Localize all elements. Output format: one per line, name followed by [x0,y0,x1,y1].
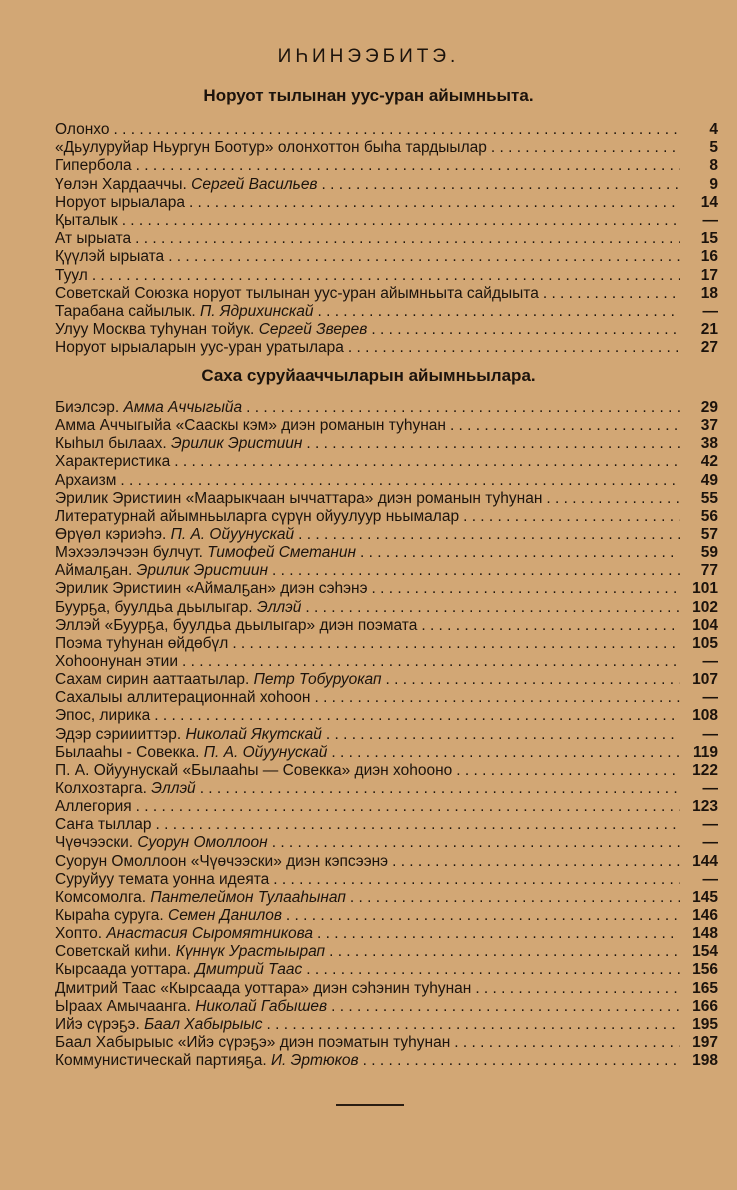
toc-entry-title [55,599,305,617]
toc-entry-author: Эллэй [256,598,302,616]
toc-entry-author: Эрилик Эристиин [136,562,269,580]
dot-leader [326,726,680,744]
toc-entry-page: — [702,779,718,797]
toc-entry [55,1034,718,1052]
toc-entry-title [55,267,92,285]
toc-folk-list [55,121,718,357]
toc-entry [55,230,718,248]
toc-entry [55,980,718,998]
toc-entry [55,121,718,139]
toc-entry [55,617,718,635]
toc-entry-page: 17 [700,266,718,284]
toc-entry-page: 108 [692,707,718,725]
toc-entry-text: «Дьулуруйар Ньургун Боотур» олонхоттон быһа тардыылар [55,139,487,157]
toc-entry-author: И. Эртюков [270,1052,359,1070]
dot-leader [543,285,680,303]
dot-leader [331,998,680,1016]
toc-entry-title [55,744,331,762]
toc-entry [55,303,718,321]
toc-entry-text: Комсомолга. [55,888,147,906]
dot-leader [122,212,680,230]
dot-leader [232,635,680,653]
toc-entry-title [55,321,371,339]
toc-entry [55,961,718,979]
dot-leader [463,508,680,526]
toc-entry-text: Қыталык [55,211,118,229]
toc-entry-author: Николай Габышев [195,997,328,1015]
toc-entry-title [55,139,491,157]
toc-entry [55,321,718,339]
toc-entry-text: Коммунистическай партияҕа. [55,1052,267,1070]
toc-entry-title [55,871,273,889]
toc-entry-page: 29 [700,399,718,416]
toc-entry-title [55,943,329,961]
toc-entry-author: Амма Аччыгыйа [123,399,243,416]
toc-entry-page: — [702,652,718,670]
toc-entry-text: Тарабана сайылык. [55,302,196,320]
dot-leader [120,472,680,490]
toc-entry-page: 105 [692,634,718,652]
toc-entry [55,1016,718,1034]
toc-entry-page: 104 [692,616,718,634]
toc-entry-text: Советскай киһи. [55,943,172,961]
toc-entry-title [55,1034,454,1052]
toc-entry-page: 198 [692,1052,718,1070]
toc-entry-title [55,798,136,816]
toc-entry-title [55,435,306,453]
toc-entry-page: 49 [700,471,718,489]
dot-leader [306,961,680,979]
toc-writers-list [55,399,718,1070]
dot-leader [360,544,680,562]
toc-entry-title [55,998,331,1016]
toc-entry-text: Олонхо [55,121,110,138]
toc-entry-text: Дмитрий Таас «Кырсаада уоттара» диэн сэһэнин туһунан [55,979,472,997]
toc-entry-page: 148 [692,925,718,943]
toc-entry-title [55,762,456,780]
toc-entry-text: Эрилик Эристиин «Маарыкчаан ыччаттара» диэн романын туһунан [55,489,543,507]
toc-entry-page: — [702,211,718,229]
toc-entry [55,417,718,435]
toc-entry-text: Кыһыл былаах. [55,435,167,453]
dot-leader [306,435,680,453]
toc-entry-page: 102 [692,598,718,616]
dot-leader [135,230,680,248]
toc-entry-page: 146 [692,906,718,924]
dot-leader [174,453,680,471]
toc-entry-page: 9 [709,175,718,193]
toc-entry-page: 197 [692,1033,718,1051]
toc-entry-author: П. Ядрихинскай [200,302,314,320]
toc-entry-title [55,417,450,435]
toc-entry-title [55,617,421,635]
toc-entry-page: 16 [700,248,718,266]
toc-entry-text: Норуот ырыалара [55,193,185,211]
toc-entry-page: 15 [700,230,718,248]
toc-entry-title [55,562,272,580]
toc-entry-title [55,248,168,266]
toc-entry-page: 119 [692,743,718,761]
toc-entry-title [55,399,246,417]
dot-leader [92,267,680,285]
toc-entry-title [55,635,232,653]
toc-entry-text: Чүөчээски. [55,834,134,852]
toc-entry-text: Қүүлэй ырыата [55,248,165,266]
dot-leader [386,671,681,689]
toc-entry-title [55,212,122,230]
toc-entry-page: — [702,870,718,888]
dot-leader [363,1052,680,1070]
toc-entry-text: Үөлэн Хардааччы. [55,175,187,193]
toc-entry [55,635,718,653]
toc-entry-text: Поэма туһунан өйдөбүл [55,634,229,652]
toc-entry-title [55,853,392,871]
toc-entry-text: Эдэр сэриииттэр. [55,725,182,743]
toc-entry-title [55,230,135,248]
toc-entry-text: П. А. Ойуунускай «Былааһы — Совекка» диэн хоһооно [55,761,453,779]
toc-entry-title [55,889,350,907]
toc-entry-title [55,1052,363,1070]
toc-entry-author: Сергей Зверев [258,321,368,339]
toc-entry-author: Сергей Васильев [191,175,318,193]
toc-entry [55,798,718,816]
toc-entry [55,194,718,212]
dot-leader [267,1016,680,1034]
toc-entry-page: 101 [692,580,718,598]
toc-entry-author: Дмитрий Таас [195,961,303,979]
dot-leader [546,490,680,508]
toc-entry-author: Эрилик Эристиин [170,435,303,453]
toc-entry-title [55,526,298,544]
toc-entry-title [55,816,156,834]
toc-entry-text: Аймалҕан. [55,562,133,580]
dot-leader [113,121,680,139]
toc-entry-page: 77 [700,562,718,580]
toc-entry-text: Буурҕа, буулдьа дьылыгар. [55,598,253,616]
toc-entry-text: Кырсаада уоттара. [55,961,191,979]
toc-entry-text: Суорун Омоллоон «Чүөчээски» диэн кэпсээнэ [55,852,389,870]
toc-entry-page: 38 [700,435,718,453]
toc-entry-page: 195 [692,1015,718,1033]
toc-entry-title [55,726,326,744]
toc-entry-text: Баал Хабырыыс «Ийэ сүрэҕэ» диэн поэматын туһунан [55,1033,451,1051]
dot-leader [136,798,680,816]
toc-entry-author: Күннүк Урастыырап [175,943,326,961]
page-title: ИҺИНЭЭБИТЭ. [277,46,460,67]
toc-entry-text: Саҥа тыллар [55,816,152,834]
toc-entry-text: Ыраах Амычаанга. [55,997,191,1015]
toc-entry-text: Былааһы - Совекка. [55,743,200,761]
dot-leader [156,816,680,834]
dot-leader [168,248,680,266]
toc-entry-page: 37 [700,417,718,435]
dot-leader [154,707,680,725]
section-heading-folk: Норуот тылынан уус-уран айымньыта. [203,86,534,105]
toc-entry-page: — [702,302,718,320]
toc-entry [55,139,718,157]
dot-leader [456,762,680,780]
toc-entry-page: 107 [692,671,718,689]
toc-entry [55,339,718,357]
toc-entry-page: 42 [700,453,718,471]
toc-entry-page: — [702,816,718,834]
toc-entry-text: Өрүөл кэриэһэ. [55,525,167,543]
toc-entry-text: Ийэ сүрэҕэ. [55,1015,140,1033]
toc-entry-author: Николай Якутскай [185,725,322,743]
toc-entry-text: Норуот ырыаларын уус-уран уратылара [55,339,344,357]
toc-entry [55,671,718,689]
dot-leader [371,321,680,339]
toc-entry [55,157,718,175]
dot-leader [421,617,680,635]
toc-entry-author: Суорун Омоллоон [137,834,268,852]
toc-entry [55,762,718,780]
toc-entry-page: 165 [692,979,718,997]
toc-entry [55,816,718,834]
toc-entry [55,653,718,671]
toc-entry [55,853,718,871]
dot-leader [246,399,680,417]
toc-entry-title [55,907,286,925]
toc-entry-text: Улуу Москва туһунан тойук. [55,321,255,339]
dot-leader [475,980,680,998]
toc-entry [55,212,718,230]
toc-entry [55,472,718,490]
toc-entry-page: 145 [692,888,718,906]
toc-entry-text: Туул [55,266,88,284]
toc-entry-page: — [702,725,718,743]
toc-entry-page: 156 [692,961,718,979]
toc-entry-text: Биэлсэр. [55,399,120,416]
toc-entry-text: Советскай Союзка норуот тылынан уус-уран айымньыта сайдыыта [55,284,539,302]
toc-entry [55,580,718,598]
toc-entry [55,176,718,194]
dot-leader [450,417,680,435]
toc-entry-text: Мэхээлэчээн булчут. [55,544,203,562]
toc-entry [55,998,718,1016]
toc-entry-text: Сахам сирин ааттаатылар. [55,671,250,689]
toc-entry [55,744,718,762]
toc-entry-title [55,194,189,212]
toc-entry-page: 5 [709,139,718,157]
dot-leader [348,339,680,357]
dot-leader [182,653,680,671]
dot-leader [317,303,680,321]
dot-leader [350,889,680,907]
dot-leader [136,157,680,175]
toc-entry [55,889,718,907]
toc-entry-title [55,472,120,490]
bottom-rule [336,1104,404,1106]
toc-entry-page: 123 [692,798,718,816]
toc-entry [55,508,718,526]
toc-entry-author: П. А. Ойуунускай [170,525,295,543]
toc-entry-author: Эллэй [151,779,196,797]
toc-entry-page: 55 [700,489,718,507]
toc-entry-title [55,980,475,998]
toc-entry-text: Сахалыы аллитерационнай хоһоон [55,689,311,707]
toc-entry-title [55,339,348,357]
dot-leader [314,689,680,707]
toc-entry-text: Кыраһа суруга. [55,906,164,924]
toc-entry-page: — [702,689,718,707]
toc-entry [55,544,718,562]
dot-leader [286,907,680,925]
dot-leader [200,780,680,798]
toc-entry-page: 57 [700,525,718,543]
toc-entry [55,834,718,852]
toc-entry-title [55,925,317,943]
dot-leader [322,176,680,194]
toc-entry-text: Суруйуу темата уонна идеята [55,870,270,888]
toc-entry-text: Амма Аччыгыйа «Сааскы кэм» диэн романын туһунан [55,417,446,435]
toc-entry-author: Анастасия Сыромятникова [106,925,314,943]
toc-entry [55,943,718,961]
toc-entry-title [55,303,317,321]
toc-entry-author: П. А. Ойуунускай [203,743,328,761]
toc-entry-page: 4 [709,121,718,138]
toc-entry-text: Колхозтарга. [55,779,147,797]
toc-entry-title [55,671,386,689]
toc-entry [55,780,718,798]
toc-entry-page: 122 [692,761,718,779]
toc-entry [55,925,718,943]
toc-entry-page: 166 [692,997,718,1015]
toc-entry-author: Тимофей Сметанин [207,544,357,562]
dot-leader [272,562,680,580]
dot-leader [454,1034,680,1052]
toc-entry [55,399,718,417]
toc-entry-page: 14 [700,193,718,211]
toc-entry [55,526,718,544]
toc-entry [55,490,718,508]
toc-entry-page: — [702,834,718,852]
toc-entry-page: 56 [700,507,718,525]
toc-entry-title [55,176,322,194]
toc-entry-title [55,580,372,598]
toc-entry-text: Аллегория [55,798,132,816]
toc-entry [55,689,718,707]
toc-entry-text: Эрилик Эристиин «Аймалҕан» диэн сэһэнэ [55,580,368,598]
toc-entry [55,871,718,889]
dot-leader [372,580,680,598]
toc-entry [55,1052,718,1070]
toc-entry-text: Хопто. [55,925,103,943]
toc-entry-title [55,707,154,725]
toc-entry-page: 8 [709,157,718,175]
dot-leader [331,744,680,762]
toc-entry-page: 154 [692,943,718,961]
toc-entry [55,435,718,453]
toc-entry-page: 144 [692,852,718,870]
toc-entry-title [55,780,200,798]
toc-entry-title [55,1016,267,1034]
toc-entry-author: Петр Тобуруокап [253,671,382,689]
toc-entry-page: 59 [700,544,718,562]
dot-leader [272,834,680,852]
dot-leader [329,943,680,961]
dot-leader [305,599,680,617]
toc-entry-title [55,653,182,671]
toc-entry-author: Пантелеймон Тулааһынап [150,888,346,906]
toc-entry-text: Ат ырыата [55,230,132,248]
section-heading-writers: Саха суруйааччыларын айымньылара. [201,366,536,385]
toc-entry-text: Эллэй «Буурҕа, буулдьа дьылыгар» диэн поэмата [55,616,418,634]
toc-entry [55,248,718,266]
toc-entry-title [55,453,174,471]
toc-entry-author: Семен Данилов [168,906,282,924]
toc-entry-text: Хоһоонунан этии [55,652,178,670]
toc-entry-page: 18 [700,284,718,302]
toc-entry-text: Гипербола [55,157,132,175]
toc-entry-text: Литературнай айымньыларга сүрүн ойуулуур ньымалар [55,507,460,525]
dot-leader [491,139,680,157]
toc-entry [55,285,718,303]
toc-entry-page: 27 [700,339,718,357]
dot-leader [189,194,680,212]
toc-entry-title [55,961,306,979]
dot-leader [392,853,680,871]
toc-entry [55,267,718,285]
toc-entry-title [55,157,136,175]
toc-entry [55,707,718,725]
toc-entry [55,599,718,617]
toc-entry [55,453,718,471]
toc-entry-title [55,834,272,852]
dot-leader [298,526,680,544]
toc-entry-title [55,689,314,707]
toc-entry-title [55,508,463,526]
toc-entry-title [55,121,113,139]
toc-entry-text: Характеристика [55,453,171,471]
dot-leader [317,925,680,943]
toc-entry [55,562,718,580]
dot-leader [273,871,680,889]
toc-entry-text: Архаизм [55,471,117,489]
toc-entry [55,726,718,744]
toc-entry-text: Эпос, лирика [55,707,151,725]
toc-entry [55,907,718,925]
toc-entry-author: Баал Хабырыыс [144,1015,263,1033]
toc-entry-title [55,285,543,303]
toc-entry-page: 21 [700,321,718,339]
toc-entry-title [55,544,360,562]
toc-entry-title [55,490,546,508]
